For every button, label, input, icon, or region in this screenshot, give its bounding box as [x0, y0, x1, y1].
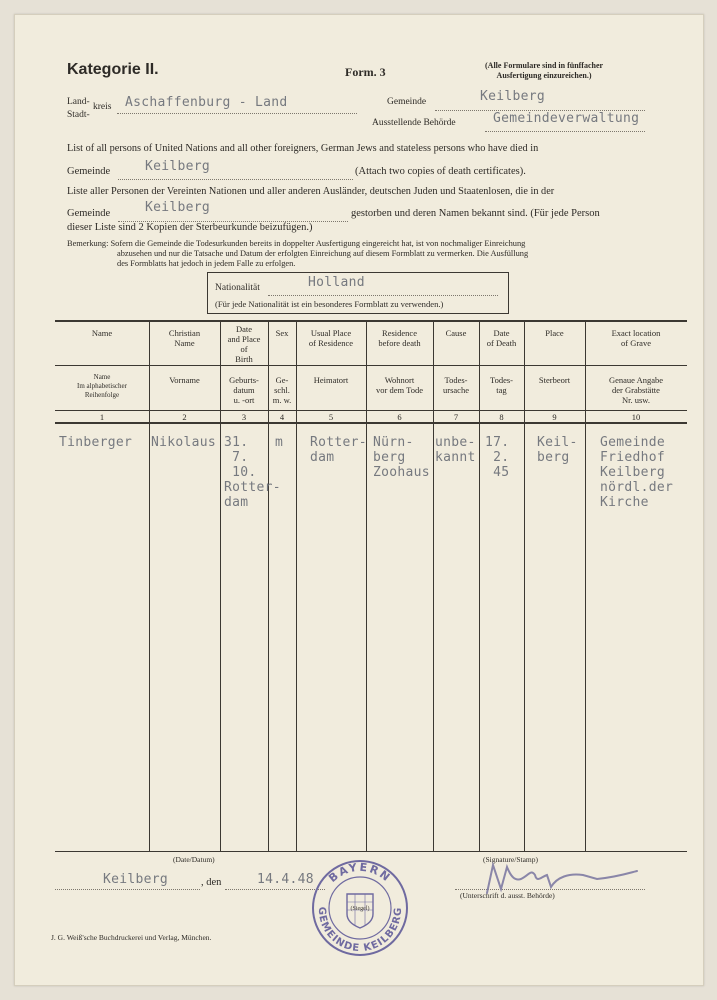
column-number: 5: [328, 412, 334, 422]
english-gemeinde-line: [118, 178, 353, 180]
column-header-en: Usual Place of Residence: [308, 328, 354, 348]
nationality-label: Nationalität: [215, 283, 260, 293]
bemerkung-line: abzusehen und nur die Tatsache und Datum der erfolgten Einreichung auf diesem Formblatt zu vermerken. Die Ausfüllung: [117, 249, 529, 258]
column-header-de: Wohnort vor dem Tode: [376, 375, 423, 395]
column-header-de: Genaue Angabe der Grabstätte Nr. usw.: [608, 375, 664, 405]
landkreis-label: [67, 97, 111, 121]
table-bottom-border: [55, 851, 687, 852]
column-number: 4: [279, 412, 285, 422]
date-value: 14.4.48: [257, 872, 314, 887]
column-header-en: Date of Death: [486, 328, 517, 348]
column-divider: [296, 320, 297, 851]
date-caption: (Date/Datum): [173, 855, 215, 864]
place-line: [55, 888, 200, 890]
behoerde-value: Gemeindeverwaltung: [493, 111, 640, 126]
german-gemeinde-label: Gemeinde: [67, 208, 111, 219]
kategorie-title: Kategorie II.: [67, 61, 159, 78]
cell-ursache: unbe- kannt: [435, 435, 476, 465]
column-header-de: Geburts- datum u. -ort: [229, 375, 259, 405]
english-gemeinde-value: Keilberg: [145, 159, 211, 174]
column-header-en: Cause: [445, 328, 467, 338]
english-text-suffix: (Attach two copies of death certificates).: [355, 166, 526, 177]
column-number: 8: [499, 412, 504, 422]
landkreis-label-stadt: Stadt-: [67, 110, 90, 120]
cell-grab: Gemeinde Friedhof Keilberg nördl.der Kirche: [600, 435, 674, 510]
cell-sterbeort: Keil- berg: [537, 435, 578, 465]
stamp-top-text: BAYERN: [326, 860, 394, 885]
german-text-suffix: gestorben und deren Namen bekannt sind. (Für jede Person: [351, 208, 600, 219]
cell-geschlecht: m: [275, 435, 284, 450]
nationality-line: [268, 294, 498, 296]
stamp-center-text: (Siegel): [350, 906, 370, 912]
column-header-en: Place: [545, 328, 564, 338]
column-divider: [524, 320, 525, 851]
column-number: 1: [99, 412, 105, 422]
landkreis-line: [117, 112, 357, 114]
den-label: , den: [201, 877, 222, 888]
header-note-line: Ausfertigung einzureichen.): [496, 71, 592, 80]
cell-heimatort: Rotter- dam: [310, 435, 367, 465]
landkreis-label-land: Land-: [67, 97, 90, 107]
column-header-en: Exact location of Grave: [611, 328, 661, 348]
column-header-de: Ge- schl. m. w.: [272, 375, 292, 405]
german-text-line3: dieser Liste sind 2 Kopien der Sterbeurkunde beizufügen.): [67, 222, 313, 233]
column-header-de: Vorname: [169, 375, 200, 385]
column-number: 9: [552, 412, 557, 422]
column-divider: [366, 320, 367, 851]
column-header-en: Residence before death: [378, 328, 421, 348]
landkreis-label-kreis: kreis: [93, 102, 112, 112]
stamp-bottom-text: GEMEINDE KEILBERG: [315, 906, 405, 955]
cell-todestag: 17. 2. 45: [485, 435, 510, 480]
column-header-en: Christian Name: [168, 328, 201, 348]
column-divider: [479, 320, 480, 851]
german-text-line: Liste aller Personen der Vereinten Nationen und aller anderen Ausländer, deutschen Juden und Staatenlosen, die in der: [67, 186, 555, 197]
place-value: Keilberg: [103, 872, 169, 887]
gemeinde-stamp: [305, 858, 415, 958]
column-header-de: Todes- ursache: [443, 375, 469, 395]
gemeinde-label: Gemeinde: [387, 97, 427, 107]
header-note-line: (Alle Formulare sind in fünffacher: [485, 61, 604, 70]
cell-wohnort: Nürn- berg Zoohaus: [373, 435, 430, 480]
landkreis-value: Aschaffenburg - Land: [125, 95, 288, 110]
signature: [477, 853, 652, 903]
document-page: [14, 14, 704, 986]
bemerkung-line: Bemerkung: Sofern die Gemeinde die Todesurkunden bereits in doppelter Ausfertigung eingereicht hat, ist von nochmaliger Einreichung: [67, 239, 526, 248]
column-header-de: Heimatort: [313, 375, 349, 385]
printer-credit: J. G. Weiß'sche Buchdruckerei und Verlag, München.: [51, 933, 212, 942]
column-header-de: Sterbeort: [538, 375, 571, 385]
column-number: 2: [182, 412, 187, 422]
header-note: [485, 61, 603, 81]
cell-geburt: 31. 7. 10. Rotter- dam: [224, 435, 281, 510]
nationality-box: [207, 272, 509, 314]
svg-text:BAYERN: [326, 861, 393, 885]
german-gemeinde-value: Keilberg: [145, 200, 211, 215]
column-divider: [433, 320, 434, 851]
cell-name: Tinberger: [59, 435, 133, 450]
english-gemeinde-label: Gemeinde: [67, 166, 111, 177]
behoerde-label: Ausstellende Behörde: [372, 118, 456, 128]
nationality-value: Holland: [308, 275, 365, 290]
signature-caption: (Signature/Stamp): [483, 855, 538, 864]
nationality-note: (Für jede Nationalität ist ein besonderes Formblatt zu verwenden.): [215, 299, 444, 309]
bemerkung-line: des Formblatts hat jedoch in jedem Falle zu erfolgen.: [117, 259, 296, 268]
bemerkung: [67, 239, 528, 269]
column-header-de: Name Im alphabetischer Reihenfolge: [77, 373, 127, 399]
column-header-de: Todes- tag: [489, 375, 513, 395]
column-divider: [149, 320, 150, 851]
gemeinde-value: Keilberg: [480, 89, 546, 104]
signature-caption-2: (Unterschrift d. ausst. Behörde): [460, 891, 555, 900]
column-number: 10: [631, 412, 641, 422]
english-text-line: List of all persons of United Nations and all other foreigners, German Jews and stateless persons who have died in: [67, 143, 539, 154]
column-header-en: Sex: [275, 328, 289, 338]
column-number: 3: [241, 412, 247, 422]
column-header-en: Date and Place of Birth: [227, 324, 261, 364]
cell-vorname: Nikolaus: [151, 435, 217, 450]
column-number: 7: [453, 412, 459, 422]
column-header-en: Name: [91, 328, 113, 338]
form-number: Form. 3: [345, 65, 386, 79]
behoerde-line: [485, 130, 645, 132]
column-number: 6: [397, 412, 402, 422]
